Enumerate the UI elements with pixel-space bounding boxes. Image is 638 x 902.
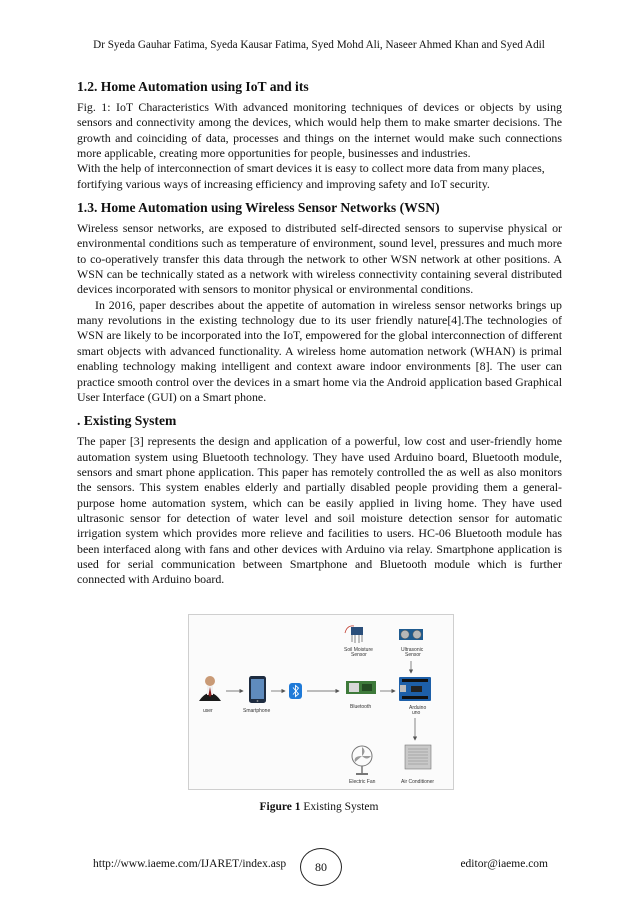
- smartphone-label: Smartphone: [243, 708, 271, 714]
- caption-label: Figure 1: [259, 801, 301, 813]
- paragraph: Fig. 1: IoT Characteristics With advanced monitoring techniques of devices or objects by using sensors and connectivity among the devices, which would help them to make smarter decisions. The growth and coinciding of data, processes and things on the internet would make such connections more applicable, creating more opportunities for people, businesses and industries.: [77, 100, 562, 161]
- air-conditioner-icon: [405, 745, 431, 769]
- soil-moisture-label: Soil Moisture: [344, 647, 373, 653]
- editor-email[interactable]: editor@iaeme.com: [460, 858, 548, 870]
- paragraph: Wireless sensor networks, are exposed to distributed self-directed sensors to supervise physical or environmental conditions such as temperature of environment, sound level, pressures and much more to co-operatively transfer this data through the network to other WSN network at other positions. A WSN can be technically stated as a network with wireless connectivity containing several distributed devices incorporated with sensors to monitor physical or environmental conditions.: [77, 221, 562, 297]
- bluetooth-module-icon: [346, 681, 376, 694]
- fan-label: Electric Fan: [349, 779, 376, 785]
- bluetooth-icon: [289, 683, 302, 699]
- system-diagram: [189, 615, 453, 789]
- section-heading: . Existing System: [77, 413, 177, 429]
- page-number: 80: [300, 848, 342, 886]
- ac-label: Air Conditioner: [401, 779, 435, 785]
- ultrasonic-label-2: Sensor: [405, 652, 421, 658]
- electric-fan-icon: [352, 746, 372, 775]
- ultrasonic-sensor-icon: [399, 629, 423, 640]
- section-heading: 1.2. Home Automation using IoT and its: [77, 79, 309, 94]
- figure-caption: [0, 801, 638, 813]
- bluetooth-module-label: Bluetooth: [350, 704, 372, 710]
- section-wsn: [77, 199, 562, 405]
- running-header: Dr Syeda Gauhar Fatima, Syeda Kausar Fatima, Syed Mohd Ali, Naseer Ahmed Khan and Syed Adil: [93, 39, 545, 51]
- section-existing-system: [77, 412, 562, 587]
- caption-text: Existing System: [300, 801, 379, 813]
- user-label: user: [203, 708, 213, 714]
- arduino-label-2: uno: [412, 710, 421, 716]
- journal-url[interactable]: http://www.iaeme.com/IJARET/index.asp: [93, 858, 287, 870]
- soil-moisture-label-2: Sensor: [351, 652, 367, 658]
- user-icon: [199, 676, 221, 701]
- arduino-label: Arduino: [409, 705, 427, 711]
- paragraph: The paper [3] represents the design and application of a powerful, low cost and user-friendly home automation system using Bluetooth technology. They have used Arduino board, Bluetooth module, sensors and smart phone application. This paper has remotely controlled the as well as also monitors the sensors. This system enables elderly and partially disabled people providing them a general-purpose home automation system, which can be easily applied in living home. They have used ultrasonic sensor for detection of water level and soil moisture detection sensor for automatic irrigation system which provides more relieve and facilities to users. HC-06 Bluetooth module has been interfaced along with fans and other devices with Arduino via relay. Smartphone application is used for serial communication between Smartphone and Bluetooth module which is further connected with Arduino board.: [77, 434, 562, 587]
- arduino-board-icon: [399, 677, 431, 701]
- section-iot: [77, 78, 562, 192]
- existing-system-figure: [188, 614, 454, 790]
- ultrasonic-label: Ultrasonic: [401, 647, 424, 653]
- paragraph: In 2016, paper describes about the appetite of automation in wireless sensor networks brings up many revolutions in the existing technology due to its user friendly nature[4].The technologies of WSN are likely to be incorporated into the IoT, empowered for the global interconnection of different smart objects with advanced functionality. A wireless home automation network (WHAN) is primal enabling technology making intelligent and context aware indoor environments [8]. The user can practice smooth control over the devices in a smart home via the Android application based Graphical User Interface (GUI) on a Smart phone.: [77, 297, 562, 404]
- body-content: [77, 78, 562, 595]
- page-footer: [0, 848, 638, 892]
- smartphone-icon: [249, 676, 266, 703]
- section-heading: 1.3. Home Automation using Wireless Sensor Networks (WSN): [77, 200, 440, 216]
- soil-moisture-sensor-icon: [345, 626, 363, 643]
- paragraph: With the help of interconnection of smart devices it is easy to collect more data from many places, fortifying various ways of increasing efficiency and improving safety and IoT security.: [77, 161, 545, 191]
